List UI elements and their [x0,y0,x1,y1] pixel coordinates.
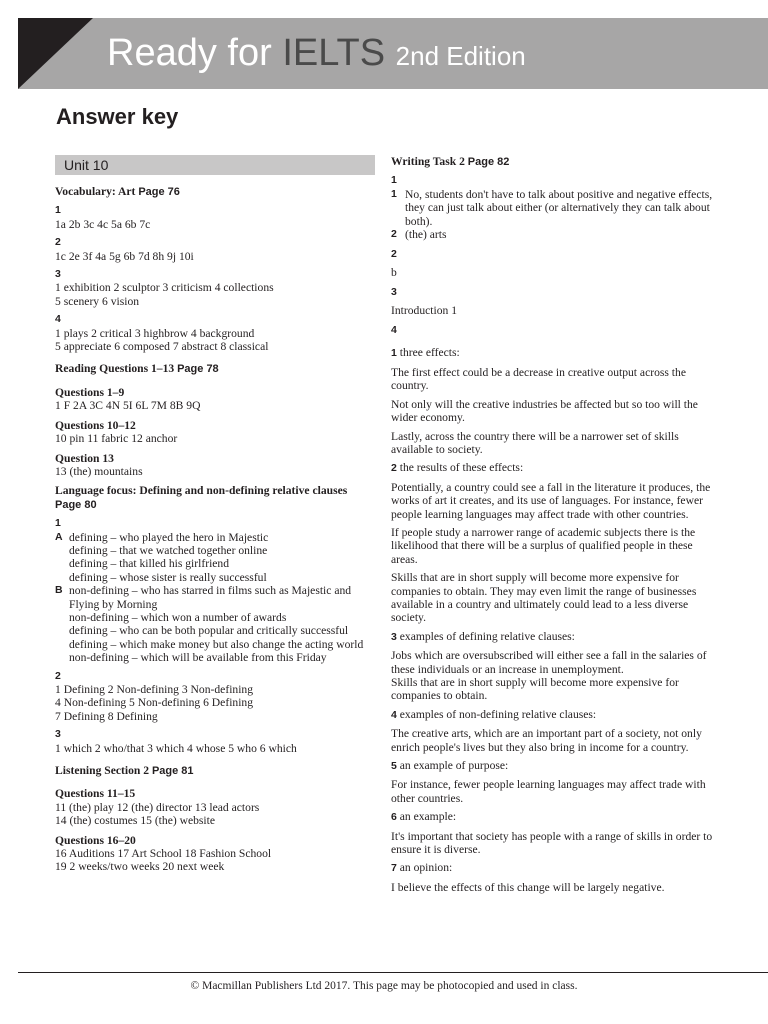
section-heading-vocabulary: Vocabulary: Art Page 76 [55,185,180,198]
paragraph: Jobs which are oversubscribed will either see a fall in the salaries of these individuals or an increase in unemployment. [391,649,707,676]
subheading-questions-16-20: Questions 16–20 [55,833,136,847]
banner-title [107,30,526,79]
answer-line: 19 2 weeks/two weeks 20 next week [55,860,225,874]
answer-line: defining – that killed his girlfriend [69,557,230,571]
answer-line: 13 (the) mountains [55,464,143,478]
paragraph: The first effect could be a decrease in creative output across the country. [391,365,686,393]
item-number: 4 [391,324,397,337]
copyright-footer: © Macmillan Publishers Ltd 2017. This page may be photocopied and used in class. [190,980,578,992]
section-heading-reading: Reading Questions 1–13 Page 78 [55,362,219,376]
banner-corner-triangle [18,18,93,89]
answer-item: 7 an opinion: [391,861,453,875]
answer-line: 7 Defining 8 Defining [55,709,158,723]
banner-title-edition: 2nd Edition [395,41,526,71]
answer-group-b: B non-defining – who has starred in films such as Majestic and Flying by Morning non-defining – which won a number of awards defining – who can be both popular and critically successful defining – which make money but also change the acting world non-defining – which will be available from this Friday [55,584,375,664]
answer-line: defining – whose sister is really successful [69,570,267,584]
paragraph: It's important that society has people with a range of skills in order to ensure it is diverse. [391,829,713,857]
footer-divider [18,972,768,973]
answer-item: 2 (the) arts [391,228,447,242]
answer-line: 1 Defining 2 Non-defining 3 Non-defining [55,683,254,696]
answer-line: defining – which make money but also change the acting world [69,637,364,651]
answer-group-a: A defining – who played the hero in Majestic defining – that we watched together online defining – that killed his girlfriend defining – whose sister is really successful [55,531,375,585]
answer-line: 11 (the) play 12 (the) director 13 lead actors [55,800,260,814]
item-number: 3 [55,268,61,281]
answer-line: 16 Auditions 17 Art School 18 Fashion School [55,847,272,861]
section-heading-writing: Writing Task 2 Page 82 [391,155,510,168]
answer-line: non-defining – which won a number of awards [69,610,287,624]
subheading-questions-1-9: Questions 1–9 [55,385,125,399]
answer-line: b [391,265,397,279]
paragraph: I believe the effects of this change will be largely negative. [391,880,665,894]
answer-line: 1 F 2A 3C 4N 5I 6L 7M 8B 9Q [55,399,201,413]
answer-item: 6 an example: [391,810,457,824]
answer-line: 1c 2e 3f 4a 5g 6b 7d 8h 9j 10i [55,249,194,263]
item-number: 2 [55,669,61,682]
answer-item: 2 the results of these effects: [391,461,524,475]
answer-line: 1 exhibition 2 sculptor 3 criticism 4 collections [55,281,274,295]
answer-item: 4 examples of non-defining relative clauses: [391,707,597,721]
answer-line: non-defining – who has starred in films such as Majestic and Flying by Morning [69,584,352,611]
paragraph: If people study a narrower range of academic subjects there is the likelihood that there will be a surplus of qualified people in these areas. [391,525,696,566]
paragraph: Skills that are in short supply will become more expensive for companies to obtain. They may even limit the range of businesses available in a country and ultimately could lead to a less diverse society. [391,571,697,625]
item-number: 1 [391,174,397,187]
paragraph: For instance, fewer people learning languages may affect trade with other countries. [391,778,706,805]
answer-line: defining – who played the hero in Majestic [69,530,269,544]
left-column [55,155,375,874]
subheading-questions-11-15: Questions 11–15 [55,787,136,801]
page-title: Answer key [56,104,179,129]
paragraph: Not only will the creative industries be affected but so too will the wider economy. [391,397,698,425]
answer-line: 14 (the) costumes 15 (the) website [55,814,216,828]
paragraph: Potentially, a country could see a fall in the literature it produces, the works of art it creates, and its use of languages. For instance, fewer people learning languages may affect trade with other countries. [391,480,711,521]
answer-line: non-defining – which will be available from this Friday [69,651,327,665]
answer-line: 10 pin 11 fabric 12 anchor [55,432,178,446]
unit-bar: Unit 10 [55,155,375,175]
banner-title-brand: IELTS [282,32,386,74]
section-heading-language-focus: Language focus: Defining and non-defining relative clauses Page 80 [55,484,348,511]
banner-title-main: Ready for [107,32,283,74]
paragraph: Skills that are in short supply will become more expensive for companies to obtain. [391,676,679,703]
answer-line: defining – who can be both popular and critically successful [69,624,349,638]
subheading-questions-10-12: Questions 10–12 [55,418,136,432]
item-number: 3 [391,286,397,299]
answer-line: 5 scenery 6 vision [55,294,140,308]
answer-line: 1 plays 2 critical 3 highbrow 4 background [55,326,255,340]
subheading-question-13: Question 13 [55,451,114,465]
paragraph: The creative arts, which are an important part of a society, not only enrich people's lives but they also bring in income for a country. [391,727,702,754]
answer-line: defining – that we watched together online [69,543,268,557]
item-number: 2 [55,236,61,249]
paragraph: Lastly, across the country there will be a narrower set of skills available to society. [391,429,679,456]
answer-item: 1 No, students don't have to talk about positive and negative effects, they can just talk about either (or alternatively they can talk about both). [391,187,713,228]
item-number: 3 [55,728,61,741]
item-number: 1 [55,204,61,217]
answer-item: 3 examples of defining relative clauses: [391,629,575,643]
answer-item: 5 an example of purpose: [391,759,509,773]
section-heading-listening: Listening Section 2 Page 81 [55,764,194,778]
answer-line: 5 appreciate 6 composed 7 abstract 8 classical [55,340,269,354]
item-number: 2 [391,248,397,261]
answer-line: Introduction 1 [391,303,458,317]
answer-line: 4 Non-defining 5 Non-defining 6 Defining [55,696,254,710]
answer-line: 1a 2b 3c 4c 5a 6b 7c [55,217,151,231]
item-number: 1 [55,517,61,530]
right-column [391,155,713,894]
answer-item: 1 three effects: [391,346,460,360]
answer-line: 1 which 2 who/that 3 which 4 whose 5 who 6 which [55,741,297,755]
item-number: 4 [55,313,61,326]
